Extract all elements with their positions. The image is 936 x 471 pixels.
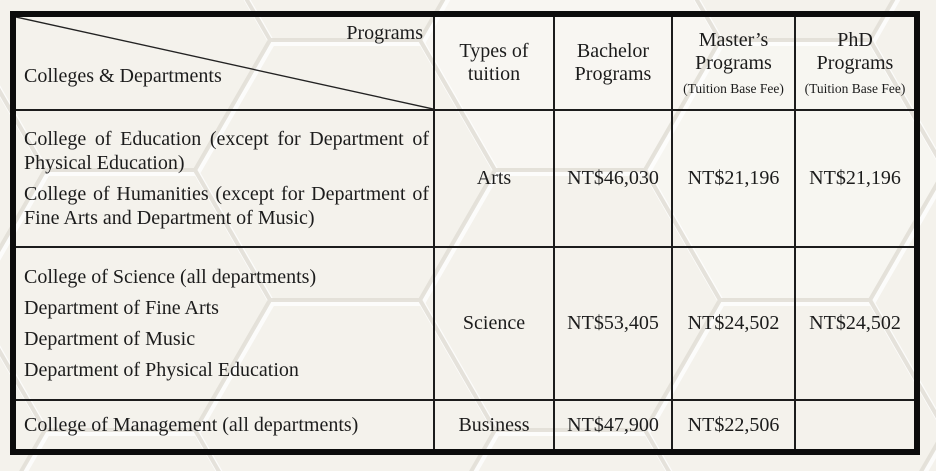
phd-fee-cell (795, 400, 917, 452)
colleges-cell (13, 110, 434, 247)
col-header-label: Master’s Programs (695, 29, 772, 75)
colleges-cell (13, 247, 434, 400)
tuition-fee-table (10, 11, 920, 455)
bachelor-fee-cell: NT$46,030 (554, 110, 672, 247)
colleges-departments-axis-label: Colleges & Departments (24, 65, 222, 87)
col-header-sublabel: (Tuition Base Fee) (804, 81, 906, 97)
col-header-masters-programs (672, 14, 795, 110)
college-entry: College of Education (except for Department of Physical Education) (24, 128, 429, 174)
table-row-business (13, 400, 917, 452)
col-header-bachelor-programs (554, 14, 672, 110)
college-entry: College of Management (all departments) (24, 414, 359, 436)
college-entry: Department of Music (24, 328, 196, 350)
masters-fee-cell: NT$22,506 (672, 400, 795, 452)
college-entry: Department of Physical Education (24, 359, 299, 381)
table-row-science (13, 247, 917, 400)
masters-fee-cell: NT$24,502 (672, 247, 795, 400)
bachelor-fee-cell: NT$53,405 (554, 247, 672, 400)
tuition-type-cell: Business (434, 400, 554, 452)
programs-axis-label: Programs (346, 22, 423, 44)
bachelor-fee-cell: NT$47,900 (554, 400, 672, 452)
tuition-type-cell: Science (434, 247, 554, 400)
college-entry: College of Humanities (except for Department of Fine Arts and Department of Music) (24, 183, 429, 229)
college-entry: College of Science (all departments) (24, 266, 317, 288)
col-header-label: PhD Programs (816, 29, 894, 75)
col-header-label: Bachelor Programs (574, 40, 652, 85)
corner-header-cell (13, 14, 434, 110)
table-row-arts (13, 110, 917, 247)
col-header-sublabel: (Tuition Base Fee) (683, 81, 784, 97)
masters-fee-cell: NT$21,196 (672, 110, 795, 247)
phd-fee-cell: NT$21,196 (795, 110, 917, 247)
header-row (13, 14, 917, 110)
colleges-cell (13, 400, 434, 452)
college-entry: Department of Fine Arts (24, 297, 219, 319)
col-header-types-of-tuition (434, 14, 554, 110)
tuition-type-cell: Arts (434, 110, 554, 247)
col-header-label: Types of tuition (459, 40, 529, 85)
col-header-phd-programs (795, 14, 917, 110)
phd-fee-cell: NT$24,502 (795, 247, 917, 400)
